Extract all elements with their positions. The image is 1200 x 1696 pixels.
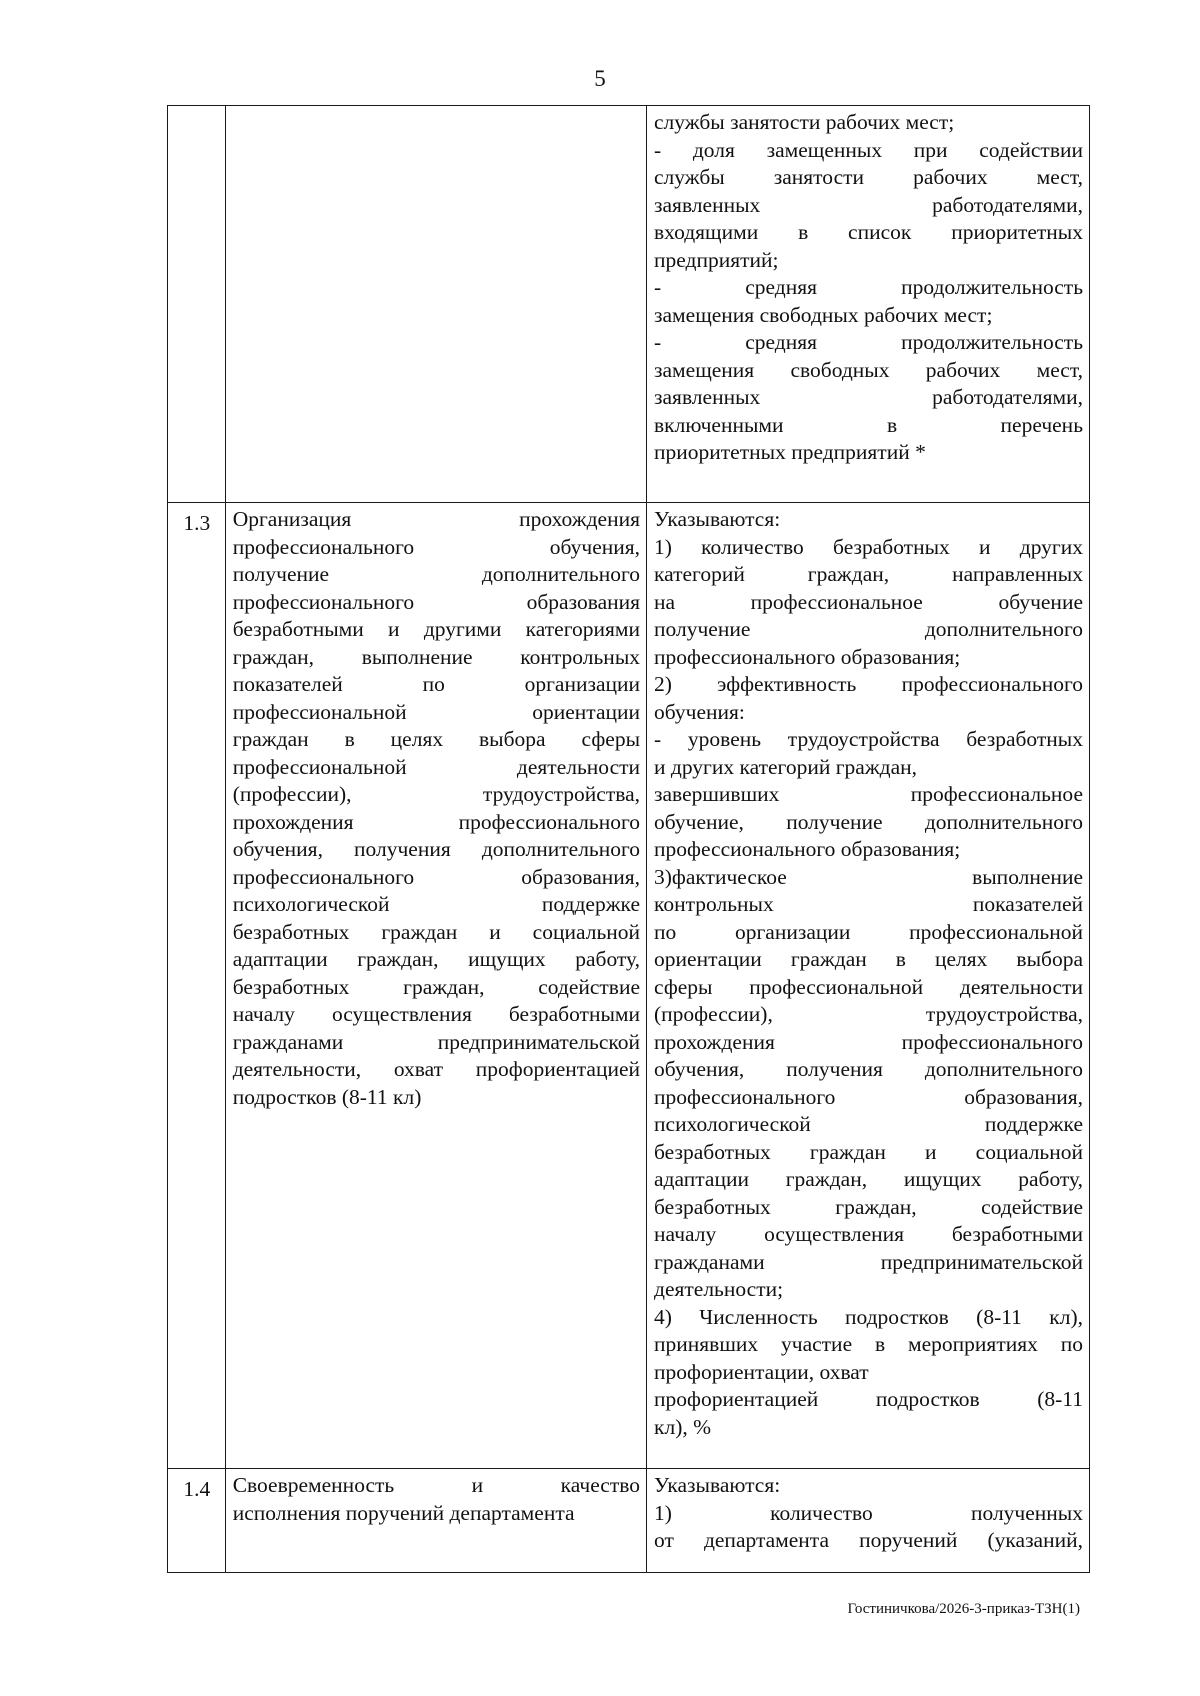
table-row xyxy=(168,503,1090,1469)
activity-name-line: подростков (8-11 кл) xyxy=(232,1084,422,1109)
table-body xyxy=(168,106,1090,1573)
indicator-line: 3)фактическое выполнение xyxy=(654,864,1083,889)
activity-name-cell xyxy=(225,503,646,1469)
activity-name-line: граждан, выполнение контрольных xyxy=(232,644,641,669)
activity-name-line: психологической поддержке xyxy=(232,892,641,916)
indicator-line: службы занятости рабочих мест; xyxy=(654,110,955,134)
indicator-line: профессионального образования; xyxy=(654,644,961,669)
activity-name-line: началу осуществления безработными xyxy=(232,1002,641,1026)
activity-name-line: исполнения поручений департамента xyxy=(232,1500,575,1525)
indicator-line: профориентации, охват xyxy=(654,1359,869,1384)
indicator-line: включенными в перечень xyxy=(654,412,1083,437)
indicator-line: категорий граждан, направленных xyxy=(654,562,1083,586)
activity-name-line: безработных граждан, содействие xyxy=(232,974,641,999)
indicator-line: заявленных работодателями, xyxy=(654,192,1083,217)
indicator-line: 1) количество полученных xyxy=(654,1500,1083,1525)
indicator-line: замещения свободных рабочих мест; xyxy=(654,302,993,327)
indicator-line: 4) Численность подростков (8-11 кл), xyxy=(654,1304,1083,1329)
indicator-line: безработных граждан и социальной xyxy=(654,1139,1083,1164)
indicator-line: сферы профессиональной деятельности xyxy=(654,974,1083,999)
activity-name-line: гражданами предпринимательской xyxy=(232,1029,641,1054)
activity-name-line: граждан в целях выбора сферы xyxy=(232,727,641,751)
activity-name-line: профессионального образования, xyxy=(232,864,641,889)
indicator-line: обучения, получения дополнительного xyxy=(654,1057,1083,1081)
indicator-line: психологической поддержке xyxy=(654,1112,1083,1136)
indicator-line: - средняя продолжительность xyxy=(654,330,1083,354)
activity-name-line: (профессии), трудоустройства, xyxy=(232,782,641,806)
activity-name-line: профессионального образования xyxy=(232,589,641,614)
activity-name-line: профессиональной деятельности xyxy=(232,754,641,779)
activity-name-line: профессионального обучения, xyxy=(232,534,641,559)
indicator-cell xyxy=(647,106,1090,503)
activity-name-line: Своевременность и качество xyxy=(232,1473,641,1497)
activity-name-cell xyxy=(225,106,646,503)
indicator-line: входящими в список приоритетных xyxy=(654,220,1083,244)
indicator-line: - средняя продолжительность xyxy=(654,275,1083,299)
indicator-line: (профессии), трудоустройства, xyxy=(654,1002,1083,1026)
indicator-line: прохождения профессионального xyxy=(654,1029,1083,1054)
indicator-line: 2) эффективность профессионального xyxy=(654,672,1083,696)
indicator-line: безработных граждан, содействие xyxy=(654,1194,1083,1219)
row-number-cell: 1.3 xyxy=(168,503,226,1469)
indicator-line: профессионального образования; xyxy=(654,837,961,861)
activity-name-line: безработных граждан и социальной xyxy=(232,919,641,944)
indicator-line: на профессиональное обучение xyxy=(654,589,1083,614)
indicator-line: по организации профессиональной xyxy=(654,919,1083,944)
indicator-line: замещения свободных рабочих мест, xyxy=(654,357,1083,382)
row-number-cell xyxy=(168,106,226,503)
activity-name-line: получение дополнительного xyxy=(232,562,641,586)
indicator-line: обучение, получение дополнительного xyxy=(654,809,1083,834)
indicator-line: завершивших профессиональное xyxy=(654,782,1083,806)
row-number-cell: 1.4 xyxy=(168,1469,226,1573)
indicator-cell xyxy=(647,1469,1090,1573)
indicator-line: кл), % xyxy=(654,1414,712,1439)
indicator-line: 1) количество безработных и других xyxy=(654,534,1083,559)
indicator-line: деятельности; xyxy=(654,1277,784,1301)
indicator-line: Указываются: xyxy=(654,1473,781,1497)
indicator-line: принявших участие в мероприятиях по xyxy=(654,1332,1083,1356)
indicator-line: профессионального образования, xyxy=(654,1084,1083,1109)
activity-name-line: обучения, получения дополнительного xyxy=(232,837,641,861)
activity-name-line: деятельности, охват профориентацией xyxy=(232,1057,641,1081)
indicator-line: - уровень трудоустройства безработных xyxy=(654,727,1083,751)
indicator-line: контрольных показателей xyxy=(654,892,1083,916)
page-number: 5 xyxy=(594,66,606,91)
indicator-line: приоритетных предприятий * xyxy=(654,440,926,464)
indicator-line: получение дополнительного xyxy=(654,617,1083,641)
indicator-line: ориентации граждан в целях выбора xyxy=(654,947,1083,971)
activity-name-line: профессиональной ориентации xyxy=(232,699,641,724)
indicator-line: - доля замещенных при содействии xyxy=(654,137,1083,162)
document-footer-reference: Гостиничкова/2026-3-приказ-ТЗН(1) xyxy=(847,1601,1080,1617)
indicator-line: и других категорий граждан, xyxy=(654,754,918,779)
indicator-cell xyxy=(647,503,1090,1469)
indicator-line: службы занятости рабочих мест, xyxy=(654,165,1083,189)
indicator-line: адаптации граждан, ищущих работу, xyxy=(654,1167,1083,1191)
activity-name-line: адаптации граждан, ищущих работу, xyxy=(232,947,641,971)
indicator-line: обучения: xyxy=(654,699,745,724)
indicator-line: от департамента поручений (указаний, xyxy=(654,1528,1083,1552)
indicators-table xyxy=(167,105,1090,1573)
indicator-line: предприятий; xyxy=(654,247,779,272)
activity-name-line: Организация прохождения xyxy=(232,507,641,531)
table-row xyxy=(168,1469,1090,1573)
activity-name-line: показателей по организации xyxy=(232,672,641,696)
activity-name-line: прохождения профессионального xyxy=(232,809,641,834)
activity-name-line: безработными и другими категориями xyxy=(232,617,641,641)
table-row xyxy=(168,106,1090,503)
indicator-line: заявленных работодателями, xyxy=(654,385,1083,409)
indicator-line: Указываются: xyxy=(654,507,781,531)
indicator-line: началу осуществления безработными xyxy=(654,1222,1083,1246)
indicator-line: гражданами предпринимательской xyxy=(654,1249,1083,1274)
activity-name-cell xyxy=(225,1469,646,1573)
indicator-line: профориентацией подростков (8-11 xyxy=(654,1387,1083,1411)
